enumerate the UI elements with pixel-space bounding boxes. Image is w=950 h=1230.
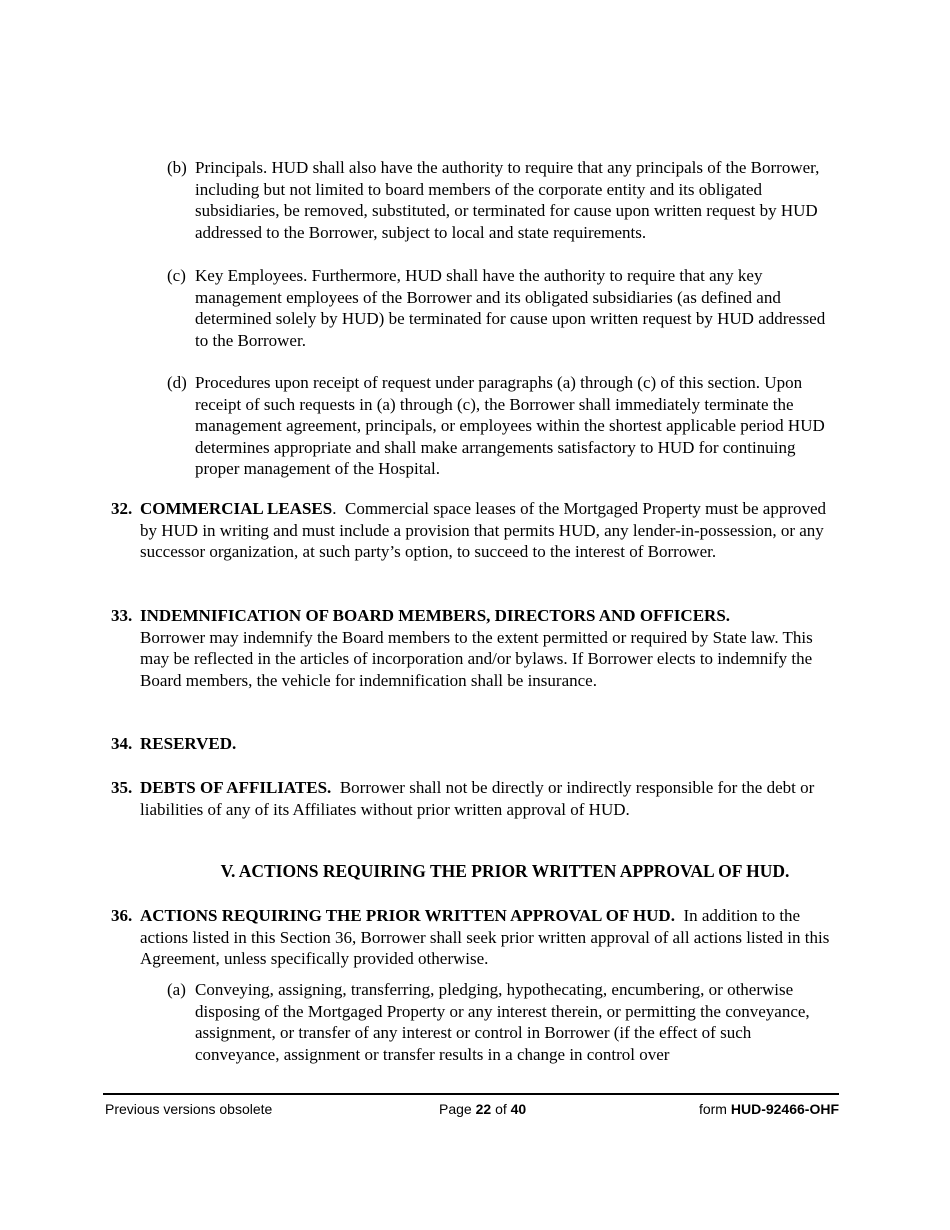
section-34: [111, 733, 839, 755]
subsection-label: (b): [167, 158, 187, 177]
footer-page-number: [439, 1101, 526, 1118]
section-body: Borrower may indemnify the Board members to the extent permitted or required by State law. This may be reflected in the articles of incorporation and/or bylaws. If Borrower elects to indemnify the Board members, the vehicle for indemnification shall be insurance.: [140, 627, 813, 690]
section-number: 35.: [111, 778, 133, 797]
section-number: 34.: [111, 734, 133, 753]
section-number: 32.: [111, 499, 133, 518]
subsection-c: [167, 265, 839, 351]
section-number: 36.: [111, 906, 133, 925]
subsection-d: [167, 372, 839, 480]
section-body: In addition to the actions listed in this Section 36, Borrower shall seek prior written approval of all actions listed in this Agreement, unless specifically provided otherwise.: [140, 906, 830, 968]
subsection-label: (d): [167, 373, 187, 392]
section-36: [111, 905, 839, 970]
page-current: 22: [475, 1101, 492, 1117]
subsection-label: (c): [167, 266, 186, 285]
subsection-text: Conveying, assigning, transferring, pledging, hypothecating, encumbering, or otherwise disposing of the Mortgaged Property or any interest therein, or permitting the conveyance, assignment, or transfer of any interest or control in Borrower (if the effect of such conveyance, assignment or transfer results in a change in control over: [195, 980, 810, 1064]
footer-left: Previous versions obsolete: [105, 1101, 273, 1117]
page-of: of: [495, 1101, 507, 1117]
section-title: INDEMNIFICATION OF BOARD MEMBERS, DIRECTORS AND OFFICERS.: [140, 606, 731, 625]
section-title: ACTIONS REQUIRING THE PRIOR WRITTEN APPROVAL OF HUD.: [140, 906, 675, 925]
page-prefix: Page: [439, 1101, 472, 1117]
subsection-b: [167, 157, 839, 243]
subsection-36a: [167, 979, 839, 1065]
section-title-suffix: .: [332, 499, 337, 518]
section-body: Borrower shall not be directly or indirectly responsible for the debt or liabilities of any of its Affiliates without prior written approval of HUD.: [140, 778, 815, 819]
section-title: DEBTS OF AFFILIATES.: [140, 778, 332, 797]
section-35: [111, 777, 839, 820]
section-title: RESERVED.: [140, 734, 237, 753]
section-body: Commercial space leases of the Mortgaged Property must be approved by HUD in writing and must include a provision that permits HUD, any lender-in-possession, or any successor organization, at such party’s option, to succeed to the interest of Borrower.: [140, 499, 827, 561]
subsection-label: (a): [167, 980, 186, 999]
subsection-text: Principals. HUD shall also have the authority to require that any principals of the Borrower, including but not limited to board members of the corporate entity and its obligated subsidiaries, be removed, substituted, or terminated for cause upon written request by HUD addressed to the Borrower, subject to local and state requirements.: [195, 158, 820, 242]
subsection-text: Key Employees. Furthermore, HUD shall have the authority to require that any key management employees of the Borrower and its obligated subsidiaries (as defined and determined solely by HUD) be terminated for cause upon written request by HUD addressed to the Borrower.: [195, 266, 826, 350]
section-32: [111, 498, 839, 563]
section-title: COMMERCIAL LEASES: [140, 499, 333, 518]
section-33: [111, 605, 839, 691]
footer-divider: [103, 1093, 839, 1095]
section-number: 33.: [111, 606, 133, 625]
form-prefix: form: [698, 1101, 727, 1117]
form-number: HUD-92466-OHF: [730, 1101, 839, 1117]
article-heading: V. ACTIONS REQUIRING THE PRIOR WRITTEN APPROVAL OF HUD.: [220, 861, 790, 881]
footer-form-id: [699, 1101, 839, 1118]
subsection-text: Procedures upon receipt of request under paragraphs (a) through (c) of this section. Upon receipt of such requests in (a) through (c), the Borrower shall immediately terminate the management agreement, principals, or employees within the shortest applicable period HUD determines appropriate and shall make arrangements satisfactory to HUD for continuing proper management of the Hospital.: [195, 373, 825, 478]
page-total: 40: [510, 1101, 527, 1117]
